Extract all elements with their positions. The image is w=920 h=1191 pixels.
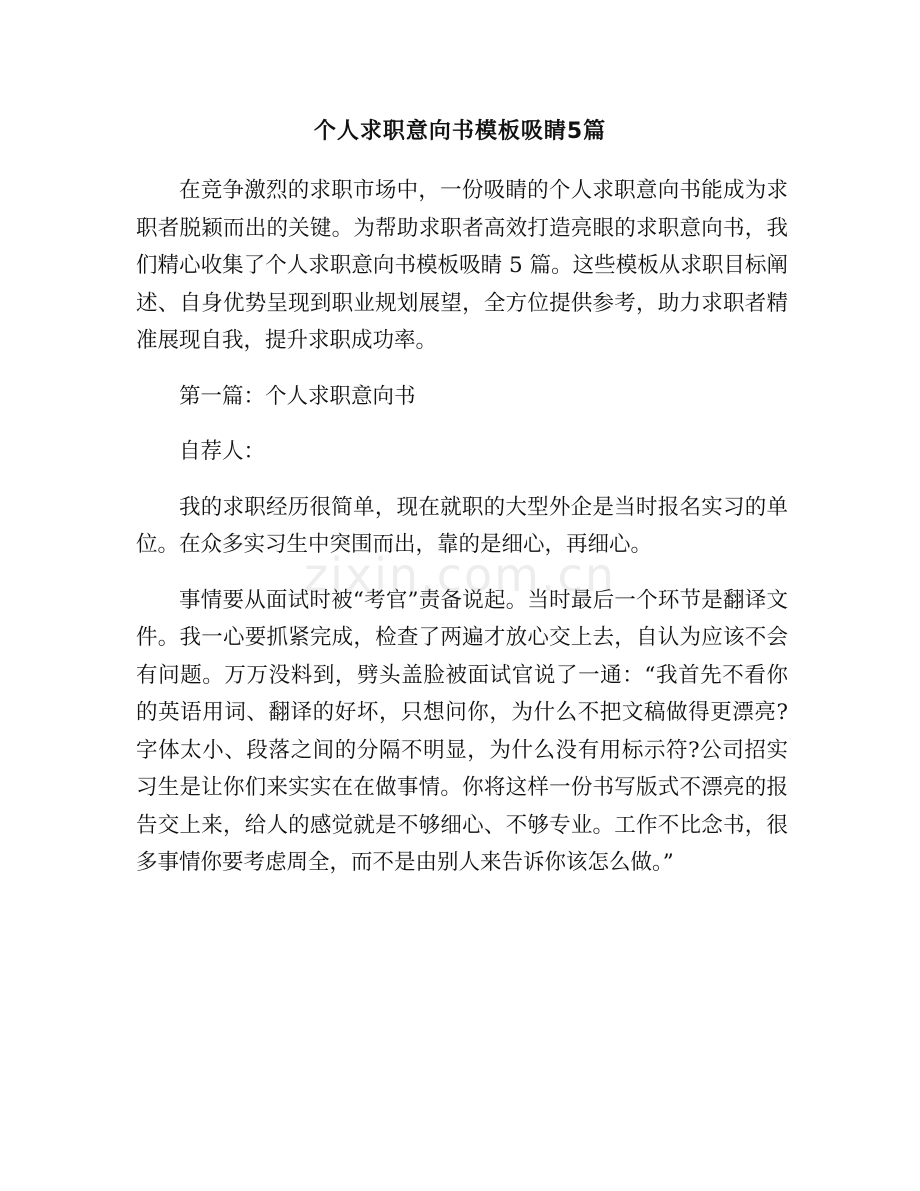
watermark: zixin.com.cn — [303, 548, 617, 602]
document-body — [136, 172, 788, 900]
intro-paragraph: 在竞争激烈的求职市场中，一份吸睛的个人求职意向书能成为求职者脱颖而出的关键。为帮助求职者高效打造亮眼的求职意向书，我们精心收集了个人求职意向书模板吸睛 5 篇。这些模板从求职目标阐述、自身优势呈现到职业规划展望，全方位提供参考，助力求职者精准展现自我，提升求职成功率。 — [136, 178, 788, 353]
body-paragraph: 事情要从面试时被“考官”责备说起。当时最后一个环节是翻译文件。我一心要抓紧完成，检查了两遍才放心交上去，自认为应该不会有问题。万万没料到，劈头盖脸被面试官说了一通：“我首先不看你的英语用词、翻译的好坏，只想问你，为什么不把文稿做得更漂亮?字体太小、段落之间的分隔不明显，为什么没有用标示符?公司招实习生是让你们来实实在在做事情。你将这样一份书写版式不漂亮的报告交上来，给人的感觉就是不够细心、不够专业。工作不比念书，很多事情你要考虑周全，而不是由别人来告诉你该怎么做。” — [136, 587, 788, 875]
document-title: 个人求职意向书模板吸睛5篇 — [313, 119, 607, 144]
body-paragraph: 我的求职经历很简单，现在就职的大型外企是当时报名实习的单位。在众多实习生中突围而出，靠的是细心，再细心。 — [136, 494, 788, 557]
salutation: 自荐人： — [179, 439, 266, 464]
section-heading: 第一篇：个人求职意向书 — [179, 383, 416, 409]
